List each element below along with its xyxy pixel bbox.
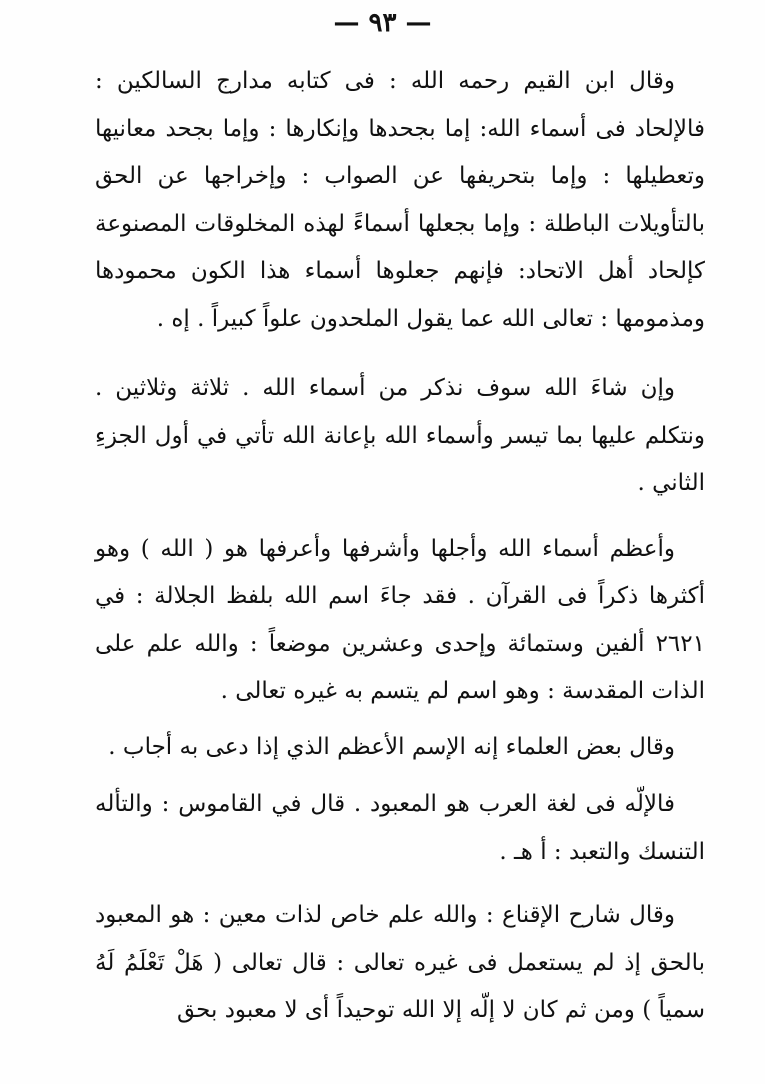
paragraph-language-meaning: فالإلّه فى لغة العرب هو المعبود . قال في القاموس : والتأله التنسك والتعبد : أ هـ . (95, 791, 705, 865)
paragraph-scholars-opinion: وقال بعض العلماء إنه الإسم الأعظم الذي إذا دعى به أجاب . (108, 733, 675, 760)
paragraph-iqna-commentary: وقال شارح الإقناع : والله علم خاص لذات معين : هو المعبود بالحق إذ لم يستعمل فى غيره تعالى : قال تعالى ( هَلْ تَعْلَمُ لَهُ سمياً ) ومن ثم كان لا إلّه إلا الله توحيداً أى لا معبود بحق (95, 902, 705, 1023)
paragraph-ibn-qayyim-quote: وقال ابن القيم رحمه الله : فى كتابه مدارج السالكين : فالإلحاد فى أسماء الله: إما بجحدها وإنكارها : وإما بجحد معانيها وتعطيلها : وإما بتحريفها عن الصواب : وإخراجها عن الحق بالتأويلات الباطلة : وإما بجعلها أسماءً لهذه المخلوقات المصنوعة كإلحاد أهل الاتحاد: فإنهم جعلوها أسماء هذا الكون محمودها ومذمومها : تعالى الله عما يقول الملحدون علواً كبيراً . إه . (95, 68, 705, 332)
paragraph-names-count: وإن شاءَ الله سوف نذكر من أسماء الله . ثلاثة وثلاثين . ونتكلم عليها بما تيسر وأسماء الله بإعانة الله تأتي في أول الجزءِ الثاني . (95, 375, 705, 496)
paragraph-greatest-name: وأعظم أسماء الله وأجلها وأشرفها وأعرفها هو ( الله ) وهو أكثرها ذكراً فى القرآن . فقد جاءَ اسم الله بلفظ الجلالة : في ٢٦٢١ ألفين وستمائة وإحدى وعشرين موضعاً : والله علم على الذات المقدسة : وهو اسم لم يتسم به غيره تعالى . (95, 535, 705, 704)
body-text (95, 58, 705, 1035)
page-number: — ٩٣ — (333, 8, 432, 38)
